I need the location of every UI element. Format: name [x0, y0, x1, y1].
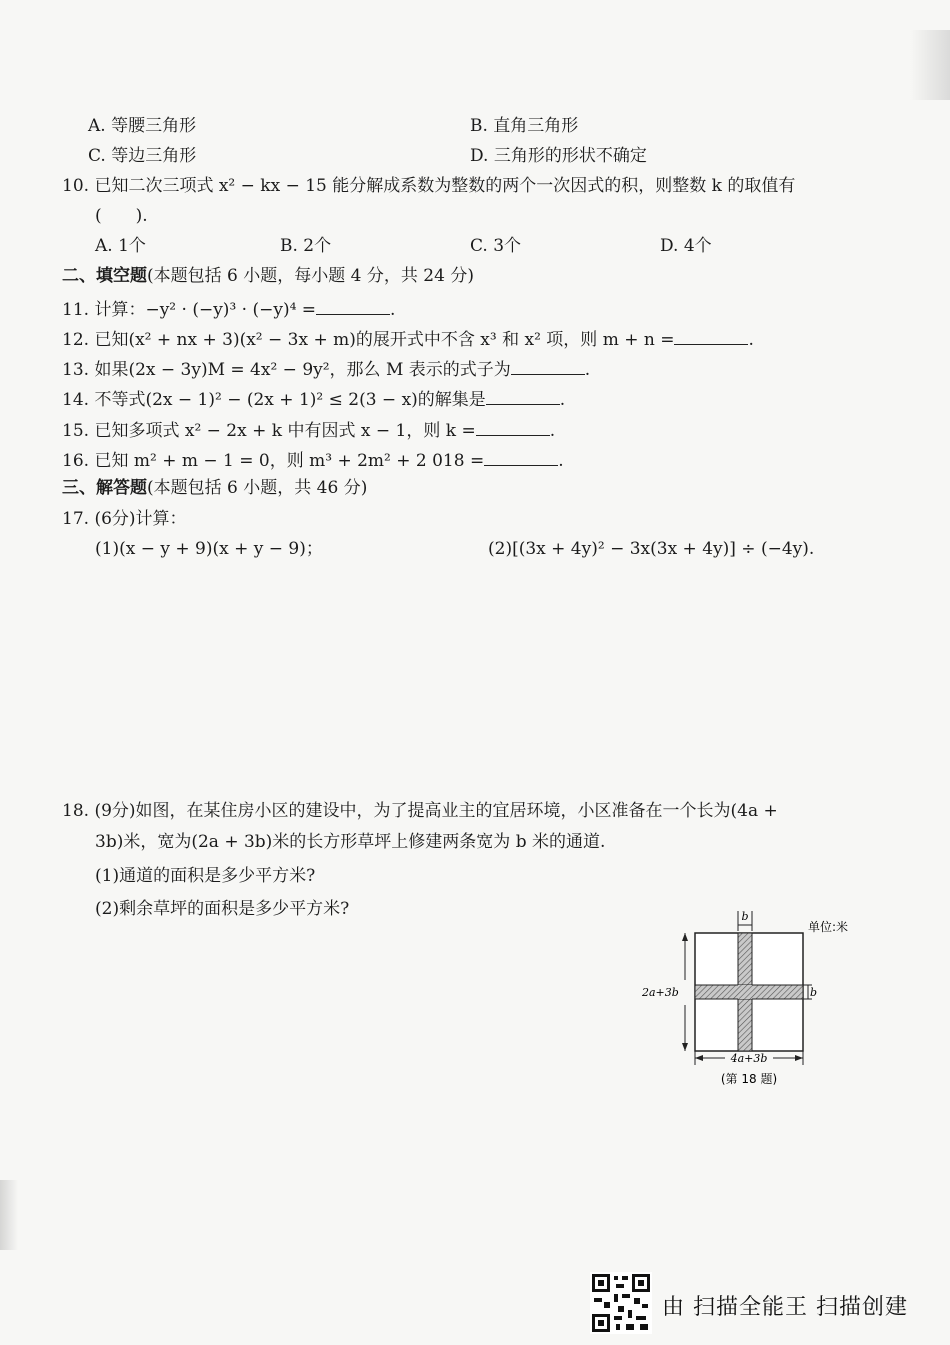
q13: [62, 356, 590, 381]
q18-sub2: (2)剩余草坪的面积是多少平方米?: [95, 899, 350, 919]
q10-option-b: B. 2个: [280, 236, 332, 256]
b-top-label: b: [741, 910, 749, 923]
q13-num: 13.: [62, 360, 90, 380]
q17-part2: (2)[(3x + 4y)² − 3x(3x + 4y)] ÷ (−4y).: [488, 539, 815, 559]
q11-answer-blank[interactable]: [316, 296, 390, 315]
q11-end: .: [390, 300, 396, 320]
section3-title: 三、解答题: [62, 478, 147, 498]
q12-end: .: [748, 330, 754, 350]
q18-sub1: (1)通道的面积是多少平方米?: [95, 866, 316, 886]
section3-heading: [62, 477, 367, 499]
q12: [62, 326, 754, 351]
height-arrow-down: [682, 1043, 688, 1051]
q14-answer-blank[interactable]: [486, 386, 560, 405]
q16-num: 16.: [62, 451, 90, 471]
q15-num: 15.: [62, 421, 90, 441]
height-arrow-up: [682, 933, 688, 941]
q9-option-b: B. 直角三角形: [470, 116, 579, 136]
q18-line1: 18. (9分)如图，在某住房小区的建设中，为了提高业主的宜居环境，小区准备在一个长为(4a +: [62, 801, 778, 821]
q13-answer-blank[interactable]: [511, 356, 585, 375]
q9-option-d: D. 三角形的形状不确定: [470, 146, 647, 166]
q17-part1: (1)(x − y + 9)(x + y − 9)；: [95, 539, 323, 559]
q16-answer-blank[interactable]: [484, 447, 558, 466]
q12-num: 12.: [62, 330, 90, 350]
q14-text: 不等式(2x − 1)² − (2x + 1)² ≤ 2(3 − x)的解集是: [94, 390, 486, 410]
q16: [62, 447, 564, 472]
q15-end: .: [549, 421, 556, 441]
q9-option-c: C. 等边三角形: [88, 146, 197, 166]
q15-answer-blank[interactable]: [476, 417, 550, 436]
q16-text: 已知 m² + m − 1 = 0，则 m³ + 2m² + 2 018 =: [94, 451, 485, 471]
q10-option-c: C. 3个: [470, 236, 522, 256]
section2-title: 二、填空题: [62, 266, 147, 286]
width-arrow-right: [795, 1055, 803, 1061]
q16-end: .: [558, 451, 564, 471]
q11: [62, 296, 395, 321]
height-label: 2a+3b: [642, 986, 679, 999]
q10-stem: 10. 已知二次三项式 x² − kx − 15 能分解成系数为整数的两个一次因式的积，则整数 k 的取值有: [62, 176, 796, 196]
section3-note: (本题包括 6 小题，共 46 分): [147, 478, 368, 498]
unit-label: 单位:米: [808, 920, 849, 934]
q10-option-a: A. 1个: [95, 236, 146, 256]
figure-caption: (第 18 题): [720, 1072, 778, 1086]
section2-heading: [62, 265, 474, 287]
b-right-label: b: [810, 986, 818, 999]
scanner-watermark: [590, 1272, 935, 1336]
q9-option-a: A. 等腰三角形: [88, 116, 197, 136]
q11-text: 计算：−y² · (−y)³ · (−y)⁴ =: [94, 300, 317, 320]
q15-text: 已知多项式 x² − 2x + k 中有因式 x − 1，则 k =: [94, 421, 476, 441]
q15: [62, 417, 555, 442]
q13-text: 如果(2x − 3y)M = 4x² − 9y²，那么 M 表示的式子为: [94, 360, 511, 380]
scan-shadow-left: [0, 1180, 18, 1250]
q11-num: 11.: [62, 300, 90, 320]
q10-paren: ( ).: [95, 206, 148, 226]
qr-code-icon: [590, 1272, 652, 1334]
width-label: 4a+3b: [730, 1052, 768, 1065]
figure-18: [640, 905, 870, 1095]
section2-note: (本题包括 6 小题，每小题 4 分，共 24 分): [147, 266, 474, 286]
q12-answer-blank[interactable]: [674, 326, 748, 345]
q18-line2: 3b)米，宽为(2a + 3b)米的长方形草坪上修建两条宽为 b 米的通道.: [95, 832, 606, 852]
q12-text: 已知(x² + nx + 3)(x² − 3x + m)的展开式中不含 x³ 和 x² 项，则 m + n =: [94, 330, 675, 350]
width-arrow-left: [695, 1055, 703, 1061]
q14: [62, 386, 565, 411]
q13-end: .: [584, 360, 591, 380]
q14-end: .: [559, 390, 566, 410]
q14-num: 14.: [62, 390, 90, 410]
q10-option-d: D. 4个: [660, 236, 712, 256]
watermark-text: 由 扫描全能王 扫描创建: [662, 1295, 908, 1320]
scan-shadow: [910, 30, 950, 100]
path-intersection: [738, 985, 752, 999]
q17-stem: 17. (6分)计算：: [62, 509, 187, 529]
